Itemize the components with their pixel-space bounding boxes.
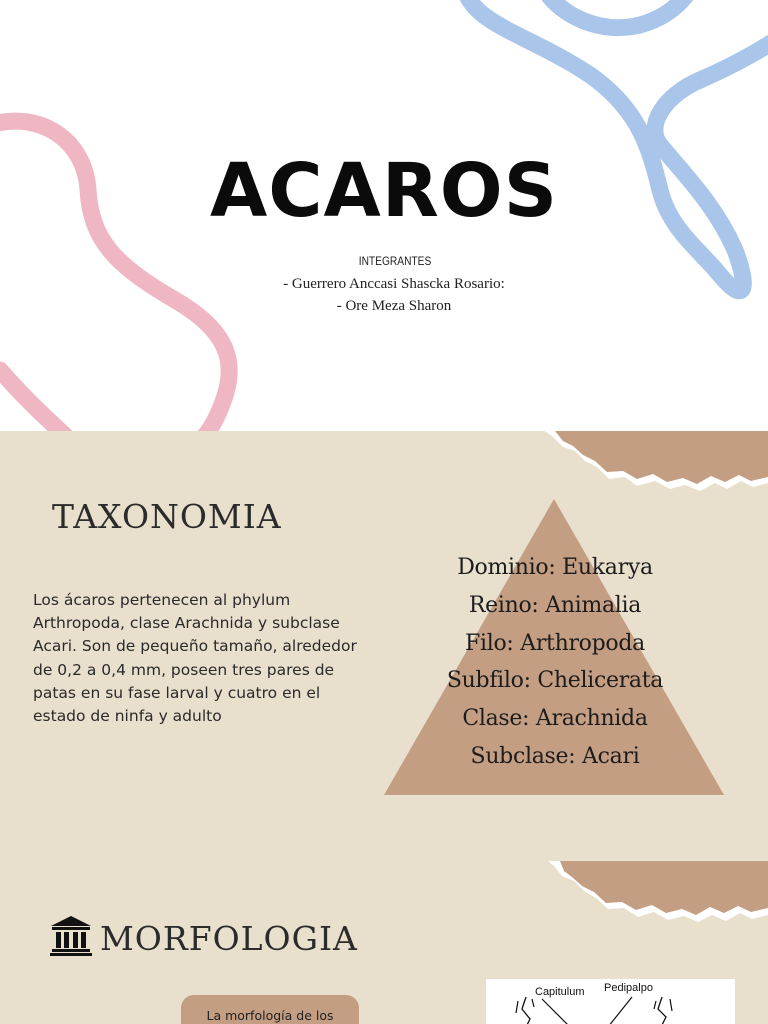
classification-item: Dominio: Eukarya [457, 555, 653, 580]
mite-sketch [486, 979, 735, 1024]
member-name: - Guerrero Anccasi Shascka Rosario: [283, 276, 505, 292]
classification-item: Filo: Arthropoda [465, 630, 645, 656]
members-label: INTEGRANTES [358, 254, 432, 268]
morfologia-slide [0, 861, 768, 1024]
presentation-title: ACAROS [209, 148, 559, 234]
torn-paper-decoration [548, 861, 768, 923]
torn-paper-decoration [545, 431, 768, 493]
taxonomy-description: Los ácaros pertenecen al phylum Arthropoda, clase Arachnida y subclase Acari. Son de pequeño tamaño, alrededor de 0,2 a 0,4 mm, poseen tres pares de patas en su fase larval y cuatro en el estado de ninfa y adulto [33, 591, 357, 726]
section-title: MORFOLOGIA [100, 919, 358, 958]
taxonomia-slide [0, 431, 768, 861]
classification-item: Subfilo: Chelicerata [446, 668, 664, 694]
classification-item: Reino: Animalia [468, 592, 642, 618]
classification-list [420, 549, 690, 776]
morphology-text-box [181, 995, 359, 1024]
blue-blob-stroke [465, 0, 768, 291]
section-title: TAXONOMIA [52, 497, 282, 536]
classification-item: Clase: Arachnida [462, 706, 648, 732]
cover-slide [0, 0, 768, 431]
member-name: - Ore Meza Sharon [336, 298, 452, 314]
mite-anatomy-diagram [486, 979, 735, 1024]
morphology-text: La morfología de los [206, 1008, 334, 1023]
classification-item: Subclase: Acari [470, 743, 640, 769]
institution-building-icon [50, 916, 92, 956]
diagram-label-pedipalpo: Pedipalpo [604, 982, 653, 994]
diagram-label-capitulum: Capitulum [535, 986, 585, 998]
blue-blob-stroke-top [545, 0, 690, 28]
